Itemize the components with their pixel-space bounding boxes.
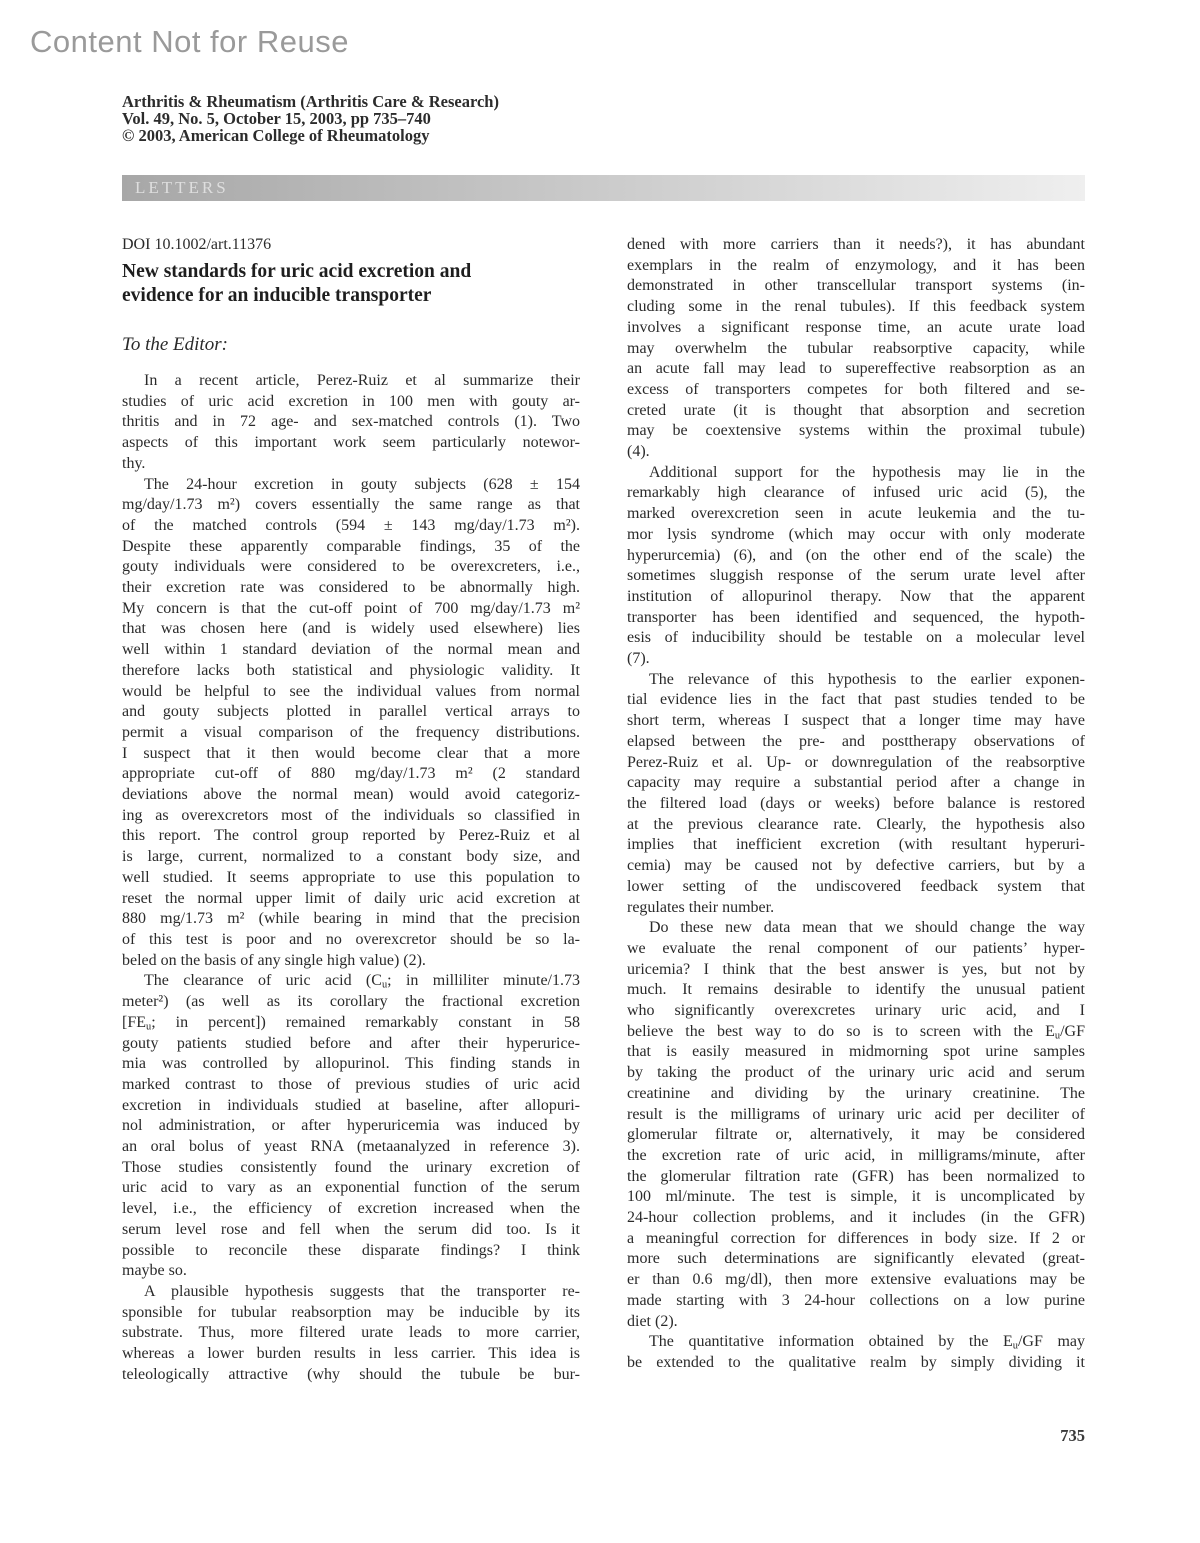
text-line: implies that inefficient excretion (with resultant hyperuri- [627, 836, 1085, 854]
right-column-text [627, 231, 1085, 1374]
text-line: whereas a lower burden results in less carrier. This idea is [122, 1345, 580, 1363]
text-line: reset the normal upper limit of daily uric acid excretion at [122, 889, 580, 907]
text-line: My concern is that the cut-off point of 700 mg/day/1.73 m² [122, 599, 580, 617]
text-line: we evaluate the renal component of our patients’ hyper- [627, 939, 1085, 957]
text-line: well within 1 standard deviation of the normal mean and [122, 641, 580, 659]
text-line: involves a significant response time, an acute urate load [627, 318, 1085, 336]
text-line: studies of uric acid excretion in 100 men with gouty ar- [122, 392, 580, 410]
text-line: er than 0.6 mg/dl), then more extensive evaluations may be [627, 1271, 1085, 1289]
text-line: much. It remains desirable to identify the unusual patient [627, 981, 1085, 999]
text-line: well studied. It seems appropriate to use this population to [122, 868, 580, 886]
text-line: more such determinations are significantly elevated (great- [627, 1250, 1085, 1268]
text-line: excretion in individuals studied at baseline, after allopuri- [122, 1096, 580, 1114]
text-line: Despite these apparently comparable findings, 35 of the [122, 537, 580, 555]
text-line: institution of allopurinol therapy. Now that the apparent [627, 587, 1085, 605]
column-left [122, 231, 580, 1385]
text-line: transporter has been identified and sequenced, the hypoth- [627, 608, 1085, 626]
text-line: glomerular filtrate or, alternatively, it may be considered [627, 1126, 1085, 1144]
text-line: of this test is poor and no overexcretor should be so la- [122, 930, 580, 948]
text-line: serum level rose and fell when the serum did too. Is it [122, 1220, 580, 1238]
text-line: result is the milligrams of urinary uric acid per deciliter of [627, 1105, 1085, 1123]
text-line: and gouty subjects plotted in parallel vertical arrays to [122, 703, 580, 721]
text-line: be extended to the qualitative realm by simply dividing it [627, 1353, 1085, 1371]
text-line: an acute fall may lead to supereffective reabsorption as an [627, 360, 1085, 378]
text-line: sponsible for tubular reabsorption may be inducible by its [122, 1303, 580, 1321]
text-line: substrate. Thus, more filtered urate leads to more carrier, [122, 1324, 580, 1342]
text-line: A plausible hypothesis suggests that the transporter re- [144, 1282, 580, 1300]
article-body [122, 231, 1085, 1385]
text-line: lower setting of the undiscovered feedback system that [627, 877, 1085, 895]
column-right [627, 231, 1085, 1385]
text-line: mia was controlled by allopurinol. This finding stands in [122, 1055, 580, 1073]
paragraph [627, 670, 1085, 918]
text-line: uric acid to vary as an exponential function of the serum [122, 1179, 580, 1197]
text-line: The relevance of this hypothesis to the earlier exponen- [649, 670, 1085, 688]
text-line: nol administration, or after hyperuricemia was induced by [122, 1117, 580, 1135]
text-line: tial evidence lies in the fact that past studies tended to be [627, 691, 1085, 709]
text-line: cemia) may be caused not by defective carriers, but by a [627, 857, 1085, 875]
text-line: an oral bolus of yeast RNA (metaanalyzed in reference 3). [122, 1138, 580, 1156]
article-title-line-1: New standards for uric acid excretion and [122, 261, 472, 282]
text-line: that was chosen here (and is widely used elsewhere) lies [122, 620, 580, 638]
text-line: dened with more carriers than it needs?), it has abundant [627, 236, 1085, 253]
text-line: creted urate (it is thought that absorption and secretion [627, 401, 1085, 419]
text-line: teleologically attractive (why should the tubule be bur- [122, 1365, 580, 1383]
paragraph [627, 1332, 1085, 1373]
left-column-text [122, 371, 580, 1385]
text-line: 24-hour collection problems, and it includes (in the GFR) [627, 1209, 1085, 1227]
text-line: creatinine and dividing by the urinary creatinine. The [627, 1084, 1085, 1102]
text-line: that is easily measured in midmorning spot urine samples [627, 1043, 1085, 1061]
text-line: cluding some in the renal tubules). If this feedback system [627, 298, 1085, 316]
journal-title-line: Arthritis & Rheumatism (Arthritis Care & Research) [122, 92, 499, 111]
text-line: esis of inducibility should be testable on a molecular level [627, 629, 1085, 647]
text-line: I suspect that it then would become clear that a more [122, 744, 580, 762]
text-line: Additional support for the hypothesis may lie in the [649, 463, 1085, 481]
text-line: regulates their number. [627, 898, 775, 916]
text-line: the excretion rate of uric acid, in milligrams/minute, after [627, 1146, 1085, 1164]
text-line: Those studies consistently found the urinary excretion of [122, 1158, 580, 1176]
text-line: aspects of this important work seem particularly notewor- [122, 434, 580, 452]
text-line: [$FE_u$; in percent]) remained remarkably constant in 58 [122, 1013, 580, 1033]
text-line: Do these new data mean that we should change the way [649, 919, 1085, 937]
text-line: diet (2). [627, 1312, 678, 1330]
journal-info [122, 93, 499, 144]
salutation: To the Editor: [122, 334, 228, 355]
text-line: In a recent article, Perez-Ruiz et al summarize their [144, 372, 580, 389]
text-line: maybe so. [122, 1262, 187, 1280]
text-line: deviations above the normal mean) would avoid categoriz- [122, 786, 580, 804]
text-line: excess of transporters competes for both filtered and se- [627, 380, 1085, 398]
text-line: by taking the product of the urinary uric acid and serum [627, 1064, 1085, 1082]
text-line: believe the best way to do so is to screen with the $E_u/GF$ [627, 1022, 1085, 1042]
text-line: the glomerular filtration rate (GFR) has been normalized to [627, 1167, 1085, 1185]
text-line: beled on the basis of any single high value) (2). [122, 951, 426, 969]
text-line: 880 mg/1.73 m² (while bearing in mind that the precision [122, 910, 580, 928]
text-line: mor lysis syndrome (which may occur with only moderate [627, 525, 1085, 543]
text-line: thritis and in 72 age- and sex-matched controls (1). Two [122, 413, 580, 431]
text-line: capacity may require a substantial period after a change in [627, 774, 1085, 792]
text-line: uricemia? I think that the best answer is yes, but not by [627, 960, 1085, 978]
section-banner-label: LETTERS [135, 178, 229, 197]
text-line: (4). [627, 443, 650, 461]
text-line: Perez-Ruiz et al. Up- or downregulation of the reabsorptive [627, 753, 1085, 771]
paragraph [122, 971, 580, 1282]
section-banner [122, 175, 1085, 201]
text-line: The quantitative information obtained by the $E_u/GF$ may [649, 1333, 1085, 1352]
text-line: possible to reconcile these disparate findings? I think [122, 1241, 580, 1259]
text-line: (7). [627, 650, 650, 668]
text-line: The clearance of uric acid ($C_u$; in milliliter minute/1.73 [144, 972, 581, 991]
text-line: at the previous clearance rate. Clearly, the hypothesis also [627, 815, 1085, 833]
text-line: sometimes sluggish response of the serum urate level after [627, 567, 1085, 585]
paragraph [122, 1282, 580, 1386]
text-line: may overwhelm the tubular reabsorptive capacity, while [627, 339, 1085, 357]
text-line: made starting with 3 24-hour collections on a low purine [627, 1291, 1085, 1309]
text-line: mg/day/1.73 m²) covers essentially the same range as that [122, 496, 580, 514]
paragraph [627, 918, 1085, 1332]
text-line: gouty patients studied before and after their hyperurice- [122, 1034, 580, 1052]
paragraph [627, 235, 1085, 463]
journal-copyright-line: © 2003, American College of Rheumatology [122, 126, 430, 145]
text-line: their excretion rate was considered to be abnormally high. [122, 579, 580, 597]
text-line: The 24-hour excretion in gouty subjects (628 ± 154 [144, 475, 580, 493]
text-line: meter²) (as well as its corollary the fractional excretion [122, 993, 580, 1011]
text-line: therefore lacks both statistical and physiologic validity. It [122, 661, 580, 679]
article-title [122, 260, 580, 308]
text-line: ing as overexcretors most of the individuals so classified in [122, 806, 580, 824]
page-number: 735 [1060, 1426, 1085, 1445]
paragraph [122, 475, 580, 972]
text-line: thy. [122, 454, 146, 472]
text-line: of the matched controls (594 ± 143 mg/day/1.73 m²). [122, 516, 580, 534]
text-line: permit a visual comparison of the frequency distributions. [122, 723, 580, 741]
text-line: remarkably high clearance of infused uric acid (5), the [627, 484, 1085, 502]
text-line: is large, current, normalized to a constant body size, and [122, 848, 580, 866]
article-title-line-2: evidence for an inducible transporter [122, 285, 432, 306]
text-line: gouty individuals were considered to be overexcreters, i.e., [122, 558, 580, 576]
text-line: this report. The control group reported by Perez-Ruiz et al [122, 827, 580, 845]
text-line: may be coextensive systems within the proximal tubule) [627, 422, 1085, 440]
paragraph [122, 371, 580, 475]
text-line: elapsed between the pre- and posttherapy observations of [627, 732, 1085, 750]
watermark-text: Content Not for Reuse [30, 24, 349, 59]
doi-line: DOI 10.1002/art.11376 [122, 236, 272, 253]
paragraph [627, 463, 1085, 670]
text-line: the filtered load (days or weeks) before balance is restored [627, 794, 1085, 812]
text-line: hyperurcemia) (6), and (on the other end of the scale) the [627, 546, 1085, 564]
text-line: exemplars in the realm of enzymology, and it has been [627, 256, 1085, 274]
text-line: a meaningful correction for differences in body size. If 2 or [627, 1229, 1085, 1247]
text-line: short term, whereas I suspect that a longer time may have [627, 712, 1085, 730]
text-line: would be helpful to see the individual values from normal [122, 682, 580, 700]
text-line: 100 ml/minute. The test is simple, it is uncomplicated by [627, 1188, 1085, 1206]
journal-volume-line: Vol. 49, No. 5, October 15, 2003, pp 735–740 [122, 109, 431, 128]
text-line: demonstrated in other transcellular transport systems (in- [627, 277, 1085, 295]
text-line: who significantly overexcretes urinary uric acid, and I [627, 1002, 1085, 1020]
text-line: marked contrast to those of previous studies of uric acid [122, 1075, 580, 1093]
text-line: marked overexcretion seen in acute leukemia and the tu- [627, 505, 1085, 523]
text-line: appropriate cut-off of 880 mg/day/1.73 m² (2 standard [122, 765, 580, 783]
text-line: level, i.e., the efficiency of excretion increased when the [122, 1200, 580, 1218]
